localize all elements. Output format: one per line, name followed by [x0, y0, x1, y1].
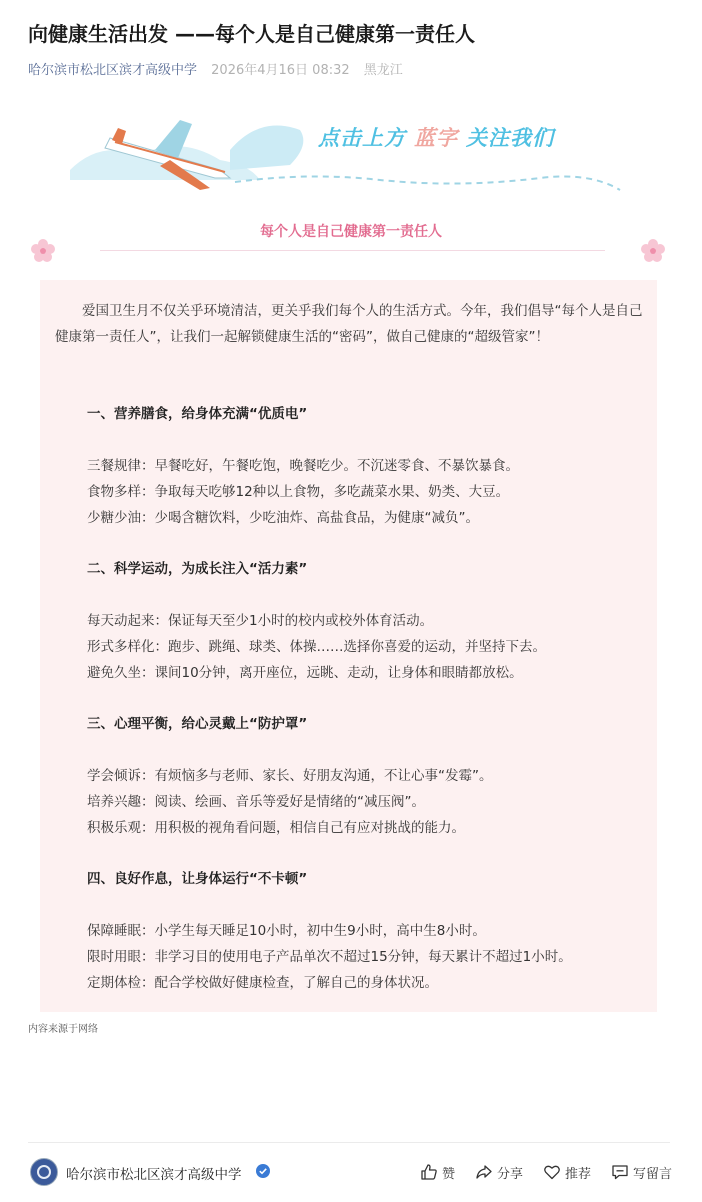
list-item: 三餐规律：早餐吃好，午餐吃饱，晚餐吃少。不沉迷零食、不暴饮暴食。 — [87, 458, 519, 474]
list-item: 每天动起来：保证每天至少1小时的校内或校外体育活动。 — [87, 613, 434, 629]
article-source-link[interactable]: 哈尔滨市松北区滨才高级中学 — [28, 63, 198, 78]
comment-label: 写留言 — [632, 1166, 672, 1182]
footer-divider — [28, 1142, 670, 1143]
article-date: 2026年4月16日 08:32 — [211, 63, 350, 78]
list-item: 少糖少油：少喝含糖饮料，少吃油炸、高盐食品，为健康“减负”。 — [87, 510, 479, 526]
list-item: 限时用眼：非学习目的使用电子产品单次不超过15分钟，每天累计不超过1小时。 — [87, 949, 572, 965]
source-footnote: 内容来源于网络 — [28, 1024, 98, 1035]
like-button[interactable] — [420, 1163, 455, 1182]
section-heading: 二、科学运动，为成长注入“活力素” — [87, 561, 308, 577]
recommend-button[interactable] — [543, 1163, 591, 1182]
list-item: 形式多样化：跑步、跳绳、球类、体操……选择你喜爱的运动，并坚持下去。 — [87, 639, 546, 655]
article-title: 向健康生活出发 ——每个人是自己健康第一责任人 — [28, 22, 475, 46]
list-item: 培养兴趣：阅读、绘画、音乐等爱好是情绪的“减压阀”。 — [87, 794, 425, 810]
follow-us-banner-text[interactable]: 点击上方 蓝字 关注我们 — [318, 126, 554, 150]
share-label: 分享 — [496, 1166, 523, 1182]
like-label: 赞 — [441, 1166, 455, 1182]
list-item: 食物多样：争取每天吃够12种以上食物，多吃蔬菜水果、奶类、大豆。 — [87, 484, 510, 500]
share-button[interactable] — [475, 1163, 523, 1182]
article-location: 黑龙江 — [363, 63, 403, 78]
list-item: 积极乐观：用积极的视角看问题，相信自己有应对挑战的能力。 — [87, 820, 465, 836]
section-heading: 三、心理平衡，给心灵戴上“防护罩” — [87, 716, 308, 732]
section-heading: 一、营养膳食，给身体充满“优质电” — [87, 406, 308, 422]
section-heading: 四、良好作息，让身体运行“不卡顿” — [87, 871, 308, 887]
comment-button[interactable] — [611, 1163, 672, 1182]
verified-badge-icon — [256, 1164, 270, 1178]
list-item: 避免久坐：课间10分钟，离开座位，远眺、走动，让身体和眼睛都放松。 — [87, 665, 523, 681]
list-item: 保障睡眠：小学生每天睡足10小时，初中生9小时，高中生8小时。 — [87, 923, 486, 939]
school-emblem-icon[interactable] — [30, 1158, 58, 1186]
account-name[interactable]: 哈尔滨市松北区滨才高级中学 — [66, 1167, 242, 1183]
subtitle-divider — [100, 250, 605, 251]
list-item: 定期体检：配合学校做好健康检查，了解自己的身体状况。 — [87, 975, 438, 991]
intro-paragraph: 爱国卫生月不仅关乎环境清洁，更关乎我们每个人的生活方式。今年，我们倡导“每个人是自己健康第一责任人”，让我们一起解锁健康生活的“密码”，做自己健康的“超级管家”！ — [55, 303, 643, 345]
thumbs-up-icon — [420, 1163, 438, 1181]
section-subtitle: 每个人是自己健康第一责任人 — [260, 224, 442, 240]
heart-icon — [543, 1163, 561, 1181]
article-meta — [28, 62, 403, 80]
share-icon — [475, 1163, 493, 1181]
recommend-label: 推荐 — [564, 1166, 591, 1182]
comment-icon — [611, 1163, 629, 1181]
list-item: 学会倾诉：有烦恼多与老师、家长、好朋友沟通，不让心事“发霉”。 — [87, 768, 493, 784]
article-action-bar — [420, 1160, 672, 1184]
